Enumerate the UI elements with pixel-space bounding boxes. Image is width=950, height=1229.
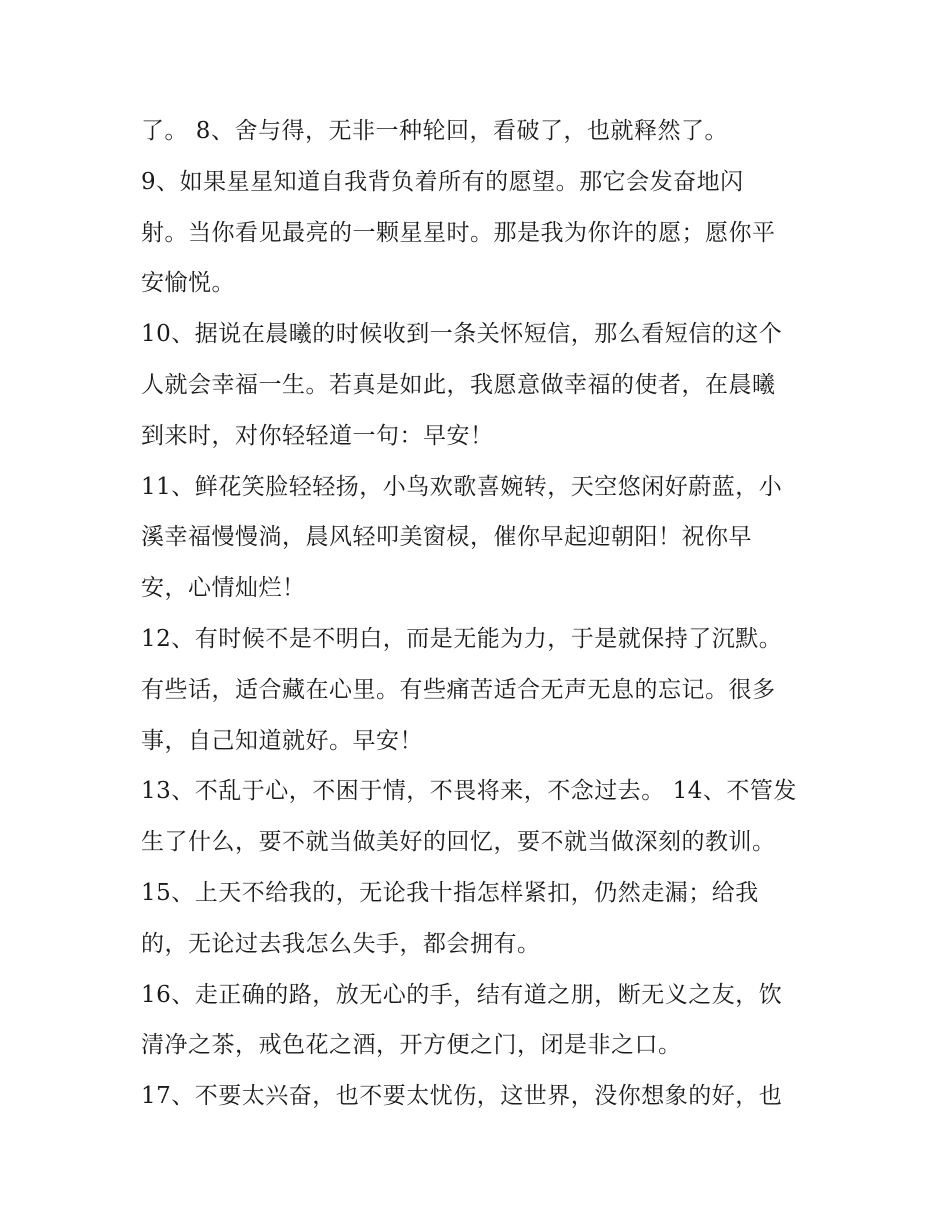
text-line: 11、鲜花笑脸轻轻扬，小鸟欢歌喜婉转，天空悠闲好蔚蓝，小	[141, 473, 783, 500]
text-line: 10、据说在晨曦的时候收到一条关怀短信，那么看短信的这个	[141, 321, 783, 348]
text-line: 清净之茶，戒色花之酒，开方便之门，闭是非之口。	[141, 1032, 682, 1059]
text-line: 16、走正确的路，放无心的手，结有道之朋，断无义之友，饮	[141, 981, 783, 1008]
document-text	[141, 106, 831, 1122]
text-line: 了。 8、舍与得，无非一种轮回，看破了，也就释然了。	[141, 118, 728, 144]
text-line: 安愉悦。	[141, 270, 235, 297]
text-line: 的，无论过去我怎么失手，都会拥有。	[141, 930, 541, 957]
text-line: 事，自己知道就好。早安！	[141, 727, 423, 754]
text-line: 13、不乱于心，不困于情，不畏将来，不念过去。 14、不管发	[141, 778, 797, 805]
text-line: 射。当你看见最亮的一颗星星时。那是我为你许的愿；愿你平	[141, 219, 776, 246]
text-line: 有些话，适合藏在心里。有些痛苦适合无声无息的忘记。很多	[141, 676, 776, 703]
text-line: 生了什么，要不就当做美好的回忆，要不就当做深刻的教训。	[141, 829, 776, 856]
text-line: 安，心情灿烂！	[141, 575, 306, 602]
text-line: 17、不要太兴奋，也不要太忧伤，这世界，没你想象的好，也	[141, 1083, 783, 1110]
text-line: 人就会幸福一生。若真是如此，我愿意做幸福的使者，在晨曦	[141, 371, 776, 398]
text-line: 15、上天不给我的，无论我十指怎样紧扣，仍然走漏；给我	[141, 879, 759, 906]
text-line: 到来时，对你轻轻道一句：早安！	[141, 422, 494, 449]
text-line: 9、如果星星知道自我背负着所有的愿望。那它会发奋地闪	[141, 168, 744, 195]
text-line: 12、有时候不是不明白，而是无能为力，于是就保持了沉默。	[141, 625, 783, 652]
text-line: 溪幸福慢慢淌，晨风轻叩美窗棂，催你早起迎朝阳！祝你早	[141, 524, 752, 551]
